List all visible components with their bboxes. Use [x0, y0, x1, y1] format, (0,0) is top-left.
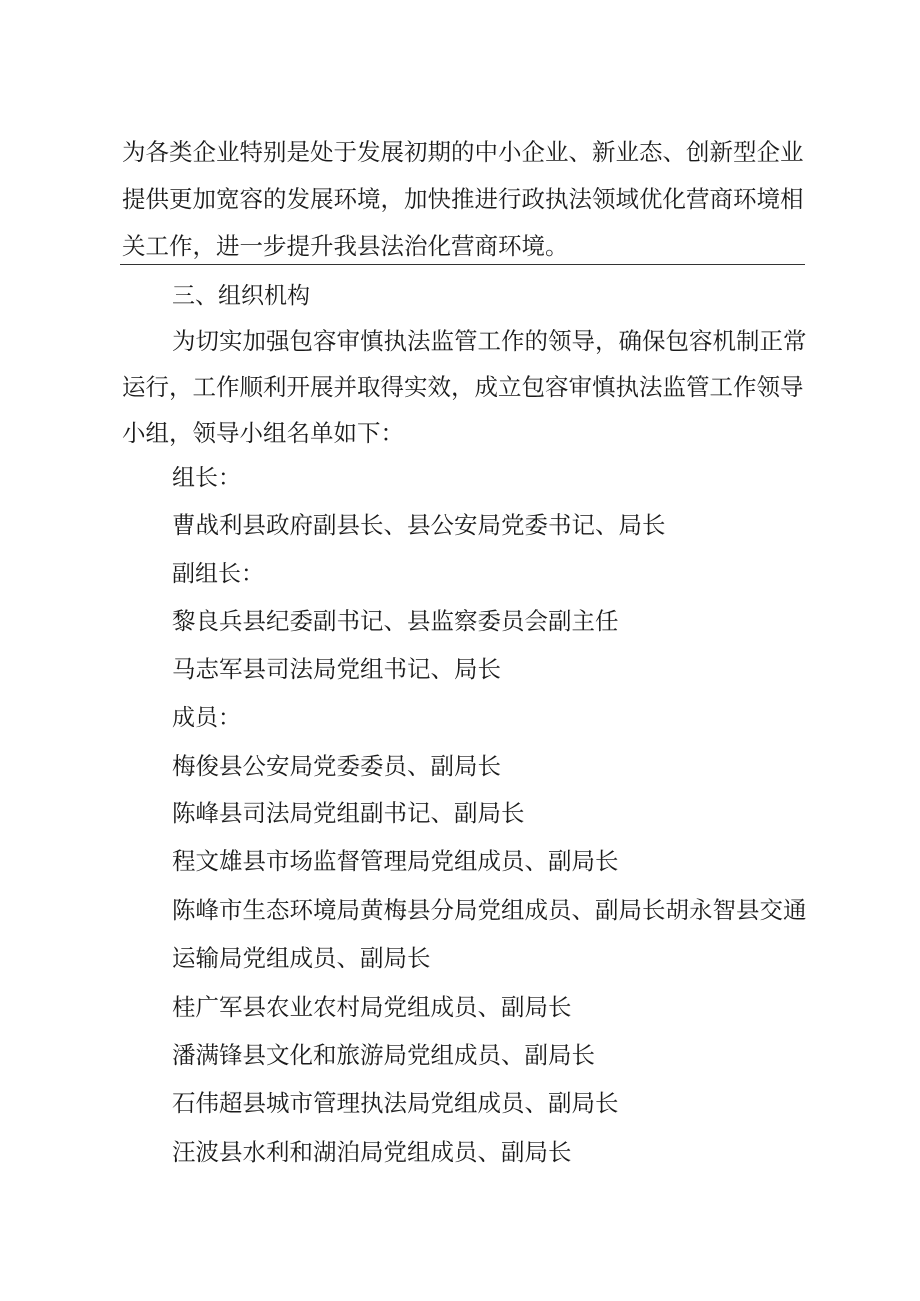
member-entry: 程文雄县市场监督管理局党组成员、副局长: [172, 847, 619, 875]
member-entry: 潘满锋县文化和旅游局党组成员、副局长: [172, 1041, 595, 1069]
deputy-leader-label: 副组长：: [172, 561, 264, 587]
member-entry: 陈峰县司法局党组副书记、副局长: [172, 799, 525, 827]
members-label: 成员：: [172, 705, 241, 731]
member-entry: 运输局党组成员、副局长: [172, 944, 431, 972]
member-entry: 桂广军县农业农村局党组成员、副局长: [172, 993, 572, 1021]
intro-line-3: 关工作，进一步提升我县法治化营商环境。: [122, 232, 569, 260]
section-paragraph-line-2: 运行，工作顺利开展并取得实效，成立包容审慎执法监管工作领导: [122, 373, 804, 401]
section-paragraph-line-3: 小组，领导小组名单如下：: [122, 419, 404, 447]
member-entry: 汪波县水利和湖泊局党组成员、副局长: [172, 1138, 572, 1166]
horizontal-divider: [120, 264, 805, 265]
deputy-leader-entry: 马志军县司法局党组书记、局长: [172, 655, 501, 683]
deputy-leader-entry: 黎良兵县纪委副书记、县监察委员会副主任: [172, 607, 619, 635]
leader-entry: 曹战利县政府副县长、县公安局党委书记、局长: [172, 511, 666, 539]
intro-line-2: 提供更加宽容的发展环境，加快推进行政执法领域优化营商环境相: [122, 185, 804, 213]
member-entry: 梅俊县公安局党委委员、副局长: [172, 752, 501, 780]
intro-line-1: 为各类企业特别是处于发展初期的中小企业、新业态、创新型企业: [122, 138, 804, 166]
member-entry: 石伟超县城市管理执法局党组成员、副局长: [172, 1089, 619, 1117]
leader-label: 组长：: [172, 465, 241, 491]
section-paragraph-line-1: 为切实加强包容审慎执法监管工作的领导，确保包容机制正常: [172, 327, 807, 355]
section-heading: 三、组织机构: [172, 283, 310, 309]
member-entry: 陈峰市生态环境局黄梅县分局党组成员、副局长胡永智县交通: [172, 896, 807, 924]
